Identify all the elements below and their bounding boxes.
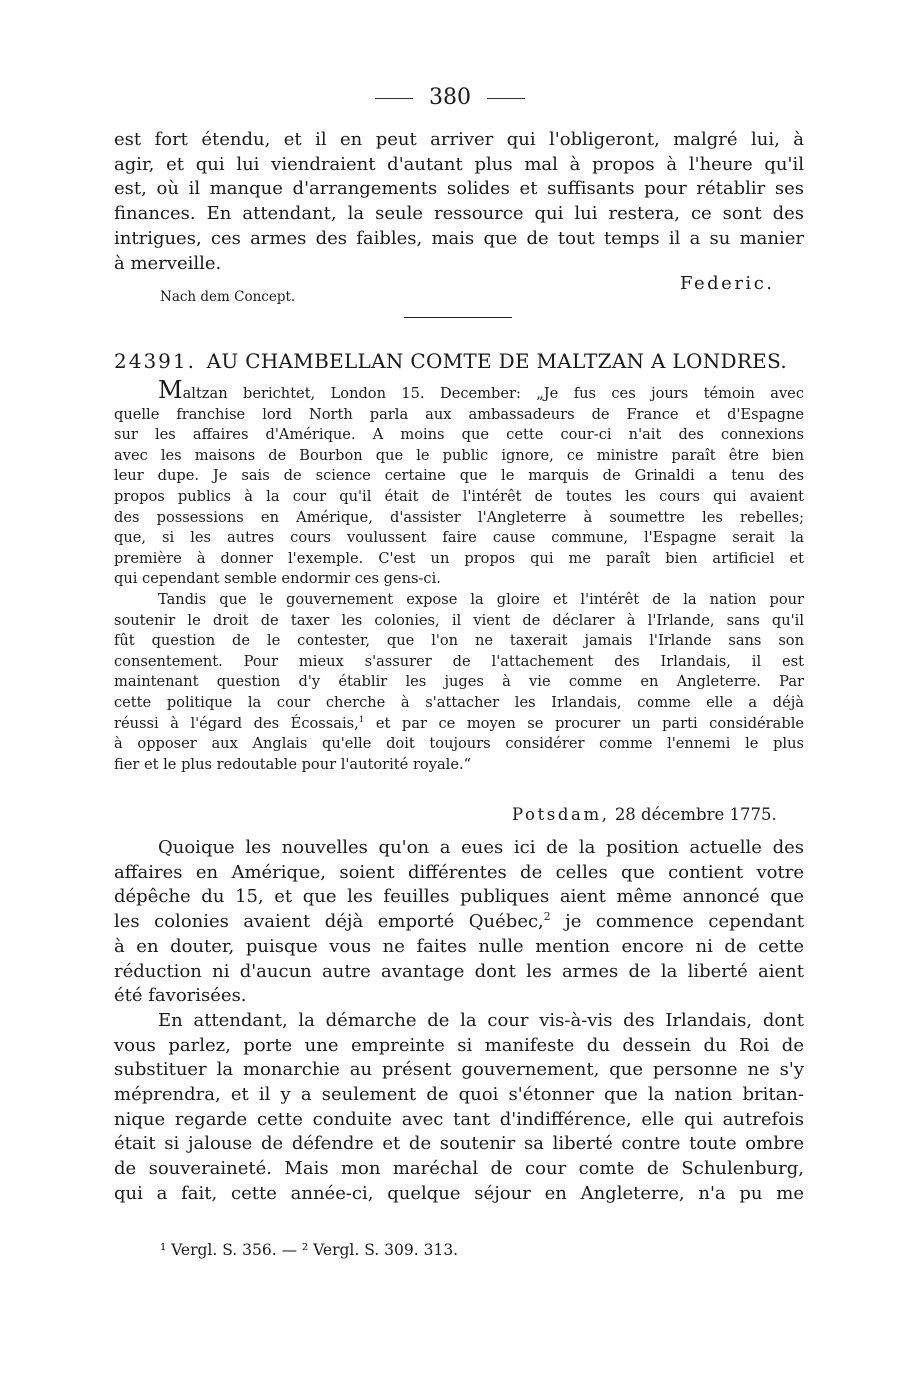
initial-letter: M bbox=[158, 376, 183, 404]
document-title: AU CHAMBELLAN COMTE DE MALTZAN A LONDRES. bbox=[206, 349, 788, 373]
header-dash-left bbox=[375, 98, 413, 99]
text-line: des possessions en Amérique, d'assister l'Angleterre à soumettre les rebelles; bbox=[114, 508, 804, 526]
document-number: 24391. bbox=[114, 349, 196, 373]
dateline bbox=[512, 804, 777, 826]
text-line bbox=[114, 714, 804, 735]
text-line: fût question de le contester, que l'on ne taxerait jamais l'Irlande sans son bbox=[114, 632, 804, 650]
text-line: nique regarde cette conduite avec tant d'indifférence, elle qui autrefois bbox=[114, 1108, 804, 1130]
text-line: Quoique les nouvelles qu'on a eues ici de la position actuelle des bbox=[158, 837, 804, 858]
text-line: est fort étendu, et il en peut arriver qui l'obligeront, malgré lui, à bbox=[114, 129, 804, 150]
text-span: je commence cependant bbox=[550, 911, 804, 933]
text-line: qui cependant semble endormir ces gens-ci. bbox=[114, 570, 441, 588]
text-line: à merveille. bbox=[114, 252, 222, 274]
text-line: méprendra, et il y a seulement de quoi s'étonner que la nation britan- bbox=[114, 1084, 804, 1106]
reply-letter bbox=[114, 836, 804, 1207]
source-note: Nach dem Concept. bbox=[160, 289, 296, 305]
text-line: propos publics à la cour qu'il était de l'intérêt de toutes les cours qui avaient bbox=[114, 487, 804, 505]
text-line: En attendant, la démarche de la cour vis-à-vis des Irlandais, dont bbox=[158, 1009, 804, 1031]
text-line: dépêche du 15, et que les feuilles publiques aient même annoncé que bbox=[114, 886, 804, 908]
text-line bbox=[114, 910, 804, 935]
footnotes: ¹ Vergl. S. 356. — ² Vergl. S. 309. 313. bbox=[160, 1241, 459, 1259]
text-line: avec les maisons de Bourbon que le public ignore, ce ministre paraît être bien bbox=[114, 446, 804, 464]
text-line: à opposer aux Anglais qu'elle doit toujours considérer comme l'ennemi le plus bbox=[114, 735, 804, 753]
text-line: consentement. Pour mieux s'assurer de l'attachement des Irlandais, il est bbox=[114, 652, 804, 670]
text-line: vous parlez, porte une empreinte si manifeste du dessein du Roi de bbox=[114, 1034, 804, 1056]
text-line: de souveraineté. Mais mon maréchal de cour comte de Schulenburg, bbox=[114, 1158, 804, 1180]
text-line: première à donner l'exemple. C'est un propos qui me paraît bien artificiel et bbox=[114, 549, 804, 567]
text-line: maintenant question d'y établir les juges à vie comme en Angleterre. Par bbox=[114, 673, 804, 691]
report-excerpt bbox=[114, 376, 804, 775]
text-span: altzan berichtet, London 15. December: „Je fus ces jours témoin avec bbox=[182, 385, 804, 402]
header-dash-right bbox=[487, 98, 525, 99]
text-line: à en douter, puisque vous ne faites nulle mention encore ni de cette bbox=[114, 935, 804, 957]
text-span: les colonies avaient déjà emporté Québec, bbox=[114, 911, 544, 933]
text-line: que, si les autres cours voulussent faire cause commune, l'Espagne serait la bbox=[114, 529, 804, 547]
text-line: soutenir le droit de taxer les colonies, il vient de déclarer à l'Irlande, sans qu'il bbox=[114, 611, 804, 629]
document-heading bbox=[114, 347, 804, 375]
text-span: et par ce moyen se procurer un parti considérable bbox=[364, 714, 804, 732]
page-header bbox=[0, 84, 900, 112]
letter-ending bbox=[114, 128, 804, 276]
text-line: agir, et qui lui viendraient d'autant plus mal à propos à l'heure qu'il bbox=[114, 153, 804, 175]
text-line: sur les affaires d'Amérique. A moins que cette cour-ci n'ait des connexions bbox=[114, 426, 804, 444]
text-line: cette politique la cour cherche à s'attacher les Irlandais, comme elle a déjà bbox=[114, 693, 804, 711]
text-line: finances. En attendant, la seule ressource qui lui restera, ce sont des bbox=[114, 203, 804, 225]
text-line: quelle franchise lord North parla aux ambassadeurs de France et d'Espagne bbox=[114, 405, 804, 423]
text-line: substituer la monarchie au présent gouvernement, que personne ne s'y bbox=[114, 1059, 804, 1081]
text-span: réussi à l'égard des Écossais, bbox=[114, 714, 359, 732]
text-line: fier et le plus redoutable pour l'autorité royale.“ bbox=[114, 755, 472, 773]
page-number: 380 bbox=[429, 85, 471, 110]
text-line: intrigues, ces armes des faibles, mais que de tout temps il a su manier bbox=[114, 227, 804, 249]
text-line bbox=[114, 376, 804, 405]
signature: Federic. bbox=[680, 273, 775, 294]
text-line: leur dupe. Je sais de science certaine que le marquis de Grinaldi a tenu des bbox=[114, 467, 804, 485]
footnote-marker: 1 bbox=[358, 714, 365, 725]
dateline-date: 28 décembre 1775. bbox=[614, 805, 777, 824]
text-line: est, où il manque d'arrangements solides et suffisants pour rétablir ses bbox=[114, 178, 804, 200]
text-line: qui a fait, cette année-ci, quelque séjour en Angleterre, n'a pu me bbox=[114, 1182, 804, 1204]
text-line: été favorisées. bbox=[114, 985, 247, 1007]
dateline-place: Potsdam, bbox=[512, 805, 610, 824]
text-line: était si jalouse de défendre et de soutenir sa liberté contre toute ombre bbox=[114, 1133, 804, 1155]
text-line: Tandis que le gouvernement expose la gloire et l'intérêt de la nation pour bbox=[158, 590, 804, 608]
text-line: affaires en Amérique, soient différentes de celles que contient votre bbox=[114, 861, 804, 883]
text-line: réduction ni d'aucun autre avantage dont les armes de la liberté aient bbox=[114, 960, 804, 982]
footnote-marker: 2 bbox=[543, 910, 551, 924]
section-divider bbox=[404, 317, 512, 318]
